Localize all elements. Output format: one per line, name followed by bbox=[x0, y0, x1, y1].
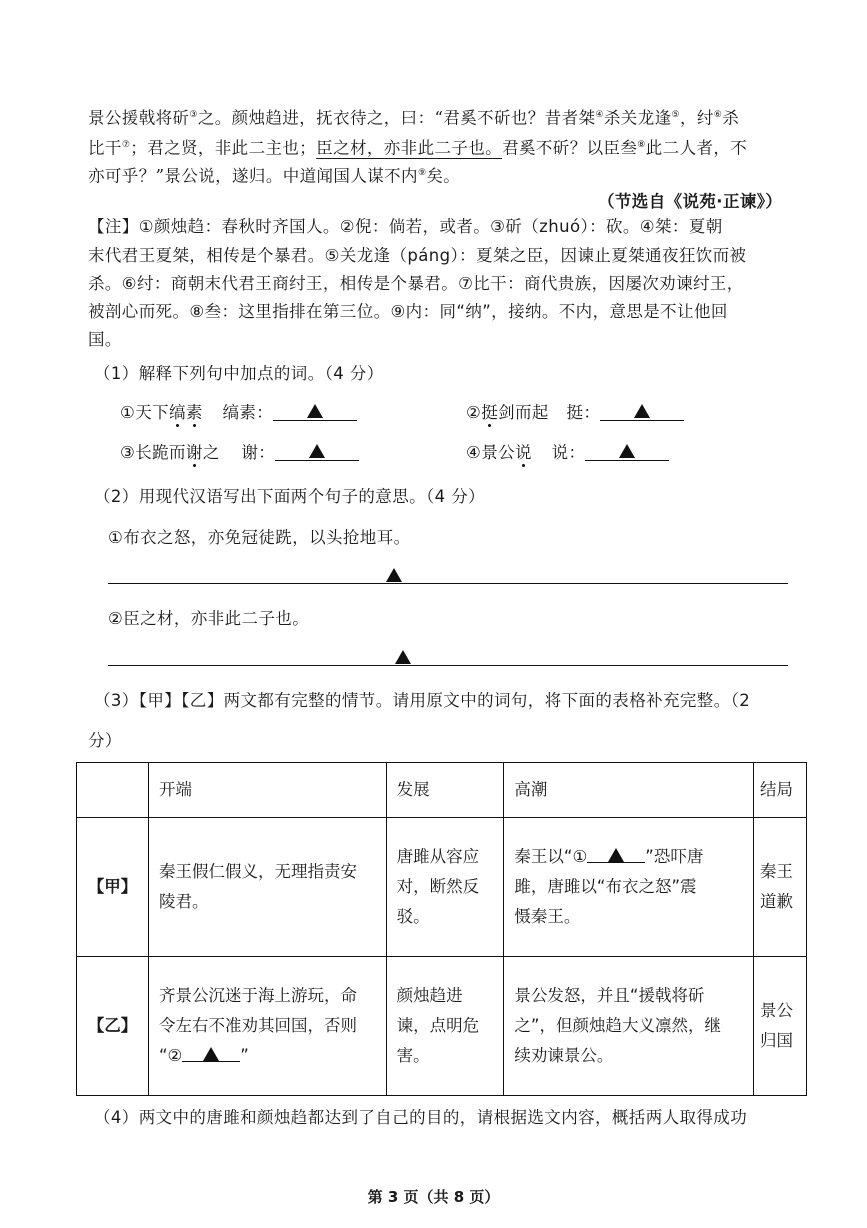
q4-stem: （4）两文中的唐雎和颜烛趋都达到了自己的目的，请根据选文内容，概括两人取得成功 bbox=[94, 1108, 748, 1127]
table-row bbox=[77, 818, 807, 957]
placeholder-triangle-icon bbox=[386, 568, 402, 582]
header-end: 结局 bbox=[754, 763, 807, 818]
answer-line-1[interactable] bbox=[108, 583, 788, 584]
row-label-jia: 【甲】 bbox=[77, 818, 149, 957]
cell-start: 齐景公沉迷于海上游玩，命 令左右不准劝其回国，否则 “② ” bbox=[148, 957, 386, 1096]
cell-climax: 秦王以“① ”恐吓唐 雎，唐雎以“布衣之怒”震 慑秦王。 bbox=[504, 818, 754, 957]
table-corner-cell bbox=[77, 763, 149, 818]
cell-end: 景公 归国 bbox=[754, 957, 807, 1096]
cell-develop: 颜烛趋进 谏，点明危 害。 bbox=[386, 957, 504, 1096]
q1-item-d: ④景公说 说： bbox=[466, 440, 669, 465]
answer-blank[interactable] bbox=[587, 842, 645, 863]
row-label-yi: 【乙】 bbox=[77, 957, 149, 1096]
header-develop: 发展 bbox=[386, 763, 504, 818]
cell-climax: 景公发怒，并且“援戟将斫 之”，但颜烛趋大义凛然，继 续劝谏景公。 bbox=[504, 957, 754, 1096]
table-header-row bbox=[77, 763, 807, 818]
q1-item-b: ②挺剑而起 挺： bbox=[466, 400, 684, 425]
source-citation: （节选自《说苑·正谏》） bbox=[598, 192, 783, 211]
answer-blank[interactable] bbox=[273, 400, 357, 421]
notes-line-2: 末代君王夏桀，相传是个暴君。⑤关龙逢（páng）：夏桀之臣，因谏止夏桀通夜狂饮而被 bbox=[88, 246, 747, 265]
passage-line-3: 亦可乎？”景公说，遂归。中道闻国人谋不内⑨矣。 bbox=[88, 166, 461, 186]
plot-table bbox=[76, 762, 807, 1096]
q1-stem: （1）解释下列句中加点的词。（4 分） bbox=[94, 364, 384, 383]
header-climax: 高潮 bbox=[504, 763, 754, 818]
table-row bbox=[77, 957, 807, 1096]
answer-blank[interactable] bbox=[275, 440, 359, 461]
notes-line-3: 杀。⑥纣：商朝末代君王商纣王，相传是个暴君。⑦比干：商代贵族，因屡次劝谏纣王， bbox=[88, 274, 744, 293]
passage-line-1: 景公援戟将斫③之。颜烛趋进，抚衣待之，曰：“君奚不斫也？昔者桀④杀关龙逢⑤，纣⑥杀 bbox=[88, 108, 740, 128]
notes-line-4: 被剖心而死。⑧叁：这里指排在第三位。⑨内：同“纳”，接纳。不内，意思是不让他回 bbox=[88, 302, 728, 321]
cell-end: 秦王 道歉 bbox=[754, 818, 807, 957]
header-start: 开端 bbox=[148, 763, 386, 818]
q2-stem: （2）用现代汉语写出下面两个句子的意思。（4 分） bbox=[94, 487, 485, 506]
q2-sentence-2: ②臣之材，亦非此二子也。 bbox=[108, 609, 310, 628]
cell-develop: 唐雎从容应 对，断然反 驳。 bbox=[386, 818, 504, 957]
answer-blank[interactable] bbox=[585, 440, 669, 461]
passage-line-2: 比干⑦；君之贤，非此二主也；臣之材，亦非此二子也。君奚不斫？以臣叁⑧此二人者，不 bbox=[88, 138, 748, 158]
q3-stem-line-2: 分） bbox=[88, 731, 122, 750]
answer-line-2[interactable] bbox=[108, 665, 788, 666]
q1-item-c: ③长跪而谢之 谢： bbox=[120, 440, 359, 465]
answer-blank[interactable] bbox=[600, 400, 684, 421]
underlined-sentence: 臣之材，亦非此二子也。 bbox=[316, 138, 503, 158]
notes-line-1: 【注】①颜烛趋：春秋时齐国人。②倪：倘若，或者。③斫（zhuó）：砍。④桀：夏朝 bbox=[88, 217, 723, 236]
page-footer: 第 3 页（共 8 页） bbox=[367, 1188, 500, 1206]
cell-start: 秦王假仁假义，无理指责安 陵君。 bbox=[148, 818, 386, 957]
answer-blank[interactable] bbox=[182, 1041, 240, 1062]
notes-line-5: 国。 bbox=[88, 330, 122, 349]
q1-item-a: ①天下缟素 缟素： bbox=[120, 400, 357, 425]
q2-sentence-1: ①布衣之怒，亦免冠徒跣，以头抢地耳。 bbox=[108, 528, 411, 547]
q3-stem-line-1: （3）【甲】【乙】两文都有完整的情节。请用原文中的词句，将下面的表格补充完整。（2 bbox=[94, 691, 751, 710]
placeholder-triangle-icon bbox=[395, 650, 411, 664]
